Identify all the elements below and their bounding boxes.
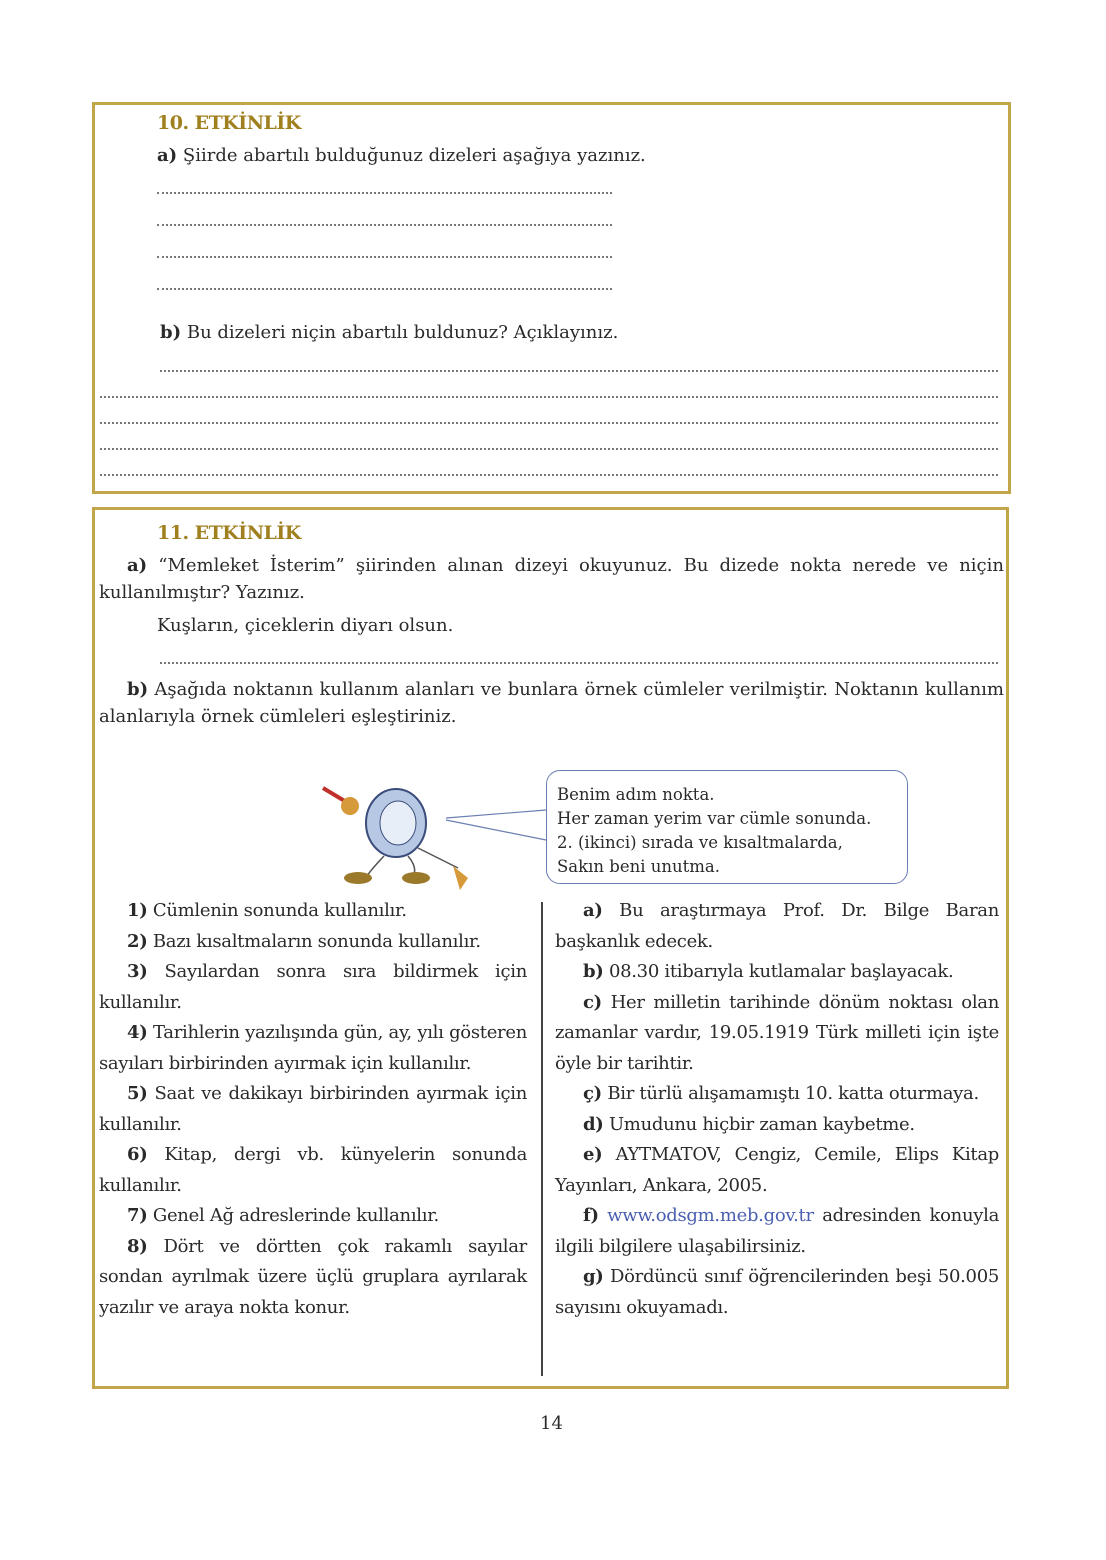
label: 7) — [127, 1205, 148, 1226]
answer-line[interactable] — [157, 192, 612, 194]
label: f) — [583, 1205, 599, 1226]
label: 2) — [127, 930, 148, 952]
activity-10-title: 10. ETKİNLİK — [157, 112, 301, 134]
label: b) — [127, 679, 149, 700]
item-text: Saat ve dakikayı birbirinden ayırmak için kullanılır. — [99, 1083, 527, 1135]
label: 8) — [127, 1235, 148, 1257]
activity-10-question-a — [157, 144, 646, 168]
activity-11-title: 11. ETKİNLİK — [157, 522, 301, 544]
answer-line[interactable] — [100, 448, 998, 450]
item-text: Tarihlerin yazılışında gün, ay, yılı gösteren sayıları birbirinden ayırmak için kullanılır. — [99, 1022, 527, 1074]
answer-line[interactable] — [160, 370, 998, 372]
label: e) — [583, 1144, 603, 1165]
label: 1) — [127, 900, 148, 921]
answer-line[interactable] — [160, 662, 998, 664]
example-item — [555, 1201, 999, 1262]
usage-item — [99, 896, 527, 927]
item-text: Bazı kısaltmaların sonunda kullanılır. — [152, 930, 481, 952]
label: b) — [160, 322, 182, 343]
example-item — [555, 1079, 999, 1110]
activity-11-question-b — [99, 676, 1004, 730]
usage-item — [99, 1018, 527, 1079]
usage-item — [99, 1201, 527, 1232]
question-text: Bu dizeleri niçin abartılı buldunuz? Açıklayınız. — [186, 322, 619, 343]
usage-item — [99, 927, 527, 958]
bubble-line: 2. (ikinci) sırada ve kısaltmalarda, — [557, 833, 843, 852]
label: a) — [583, 900, 603, 921]
bubble-line: Sakın beni unutma. — [557, 857, 721, 876]
activity-11-question-a — [99, 552, 1004, 606]
item-text: Kitap, dergi vb. künyelerin sonunda kullanılır. — [99, 1144, 528, 1196]
label: d) — [583, 1113, 604, 1135]
label: c) — [583, 991, 602, 1013]
item-text: Dördüncü sınıf öğrencilerinden beşi 50.005 sayısını okuyamadı. — [555, 1266, 999, 1318]
speech-bubble — [546, 770, 908, 884]
item-text: Her milletin tarihinde dönüm noktası olan zamanlar vardır, 19.05.1919 Türk milleti için işte öyle bir tarihtir. — [555, 991, 1000, 1074]
label: 5) — [127, 1083, 148, 1104]
answer-line[interactable] — [157, 288, 612, 290]
page-number: 14 — [540, 1413, 563, 1434]
label: b) — [583, 961, 604, 982]
label: 6) — [127, 1144, 148, 1165]
example-item — [555, 896, 999, 957]
item-text: Cümlenin sonunda kullanılır. — [152, 900, 407, 921]
verse: Kuşların, çiceklerin diyarı olsun. — [157, 615, 454, 636]
label: 3) — [127, 961, 148, 982]
bubble-line: Her zaman yerim var cümle sonunda. — [557, 809, 872, 828]
usage-list — [99, 896, 527, 1323]
example-item — [555, 1262, 999, 1323]
label: 4) — [127, 1022, 148, 1043]
bubble-line: Benim adım nokta. — [557, 785, 715, 804]
label: a) — [157, 145, 178, 166]
website-link[interactable]: www.odsgm.meb.gov.tr — [607, 1205, 814, 1226]
answer-line[interactable] — [157, 256, 612, 258]
item-text: Genel Ağ adreslerinde kullanılır. — [152, 1205, 439, 1226]
item-text: Umudunu hiçbir zaman kaybetme. — [608, 1113, 915, 1135]
usage-item — [99, 1140, 527, 1201]
example-sentences-list — [555, 896, 999, 1323]
item-text: 08.30 itibarıyla kutlamalar başlayacak. — [608, 961, 954, 982]
example-item — [555, 957, 999, 988]
question-text: “Memleket İsterim” şiirinden alınan dizeyi okuyunuz. Bu dizede nokta nerede ve niçin kullanılmıştır? Yazınız. — [99, 555, 1004, 603]
label: ç) — [583, 1083, 602, 1104]
answer-line[interactable] — [100, 396, 998, 398]
item-text: Sayılardan sonra sıra bildirmek için kullanılır. — [99, 961, 527, 1013]
answer-line[interactable] — [157, 224, 612, 226]
example-item — [555, 988, 999, 1080]
question-text: Şiirde abartılı bulduğunuz dizeleri aşağıya yazınız. — [182, 145, 646, 166]
item-text: Bu araştırmaya Prof. Dr. Bilge Baran başkanlık edecek. — [555, 900, 1000, 952]
answer-line[interactable] — [100, 422, 998, 424]
column-divider — [541, 902, 543, 1376]
answer-line[interactable] — [100, 474, 998, 476]
usage-item — [99, 1079, 527, 1140]
dot-character-illustration — [318, 768, 548, 893]
label: a) — [127, 555, 148, 576]
item-text: adresinden konuyla ilgili bilgilere ulaşabilirsiniz. — [555, 1205, 1000, 1257]
usage-item — [99, 957, 527, 1018]
example-item — [555, 1140, 999, 1201]
item-text: Bir türlü alışamamıştı 10. katta oturmaya. — [607, 1083, 979, 1104]
example-item — [555, 1110, 999, 1141]
label: g) — [583, 1266, 604, 1287]
item-text: AYTMATOV, Cengiz, Cemile, Elips Kitap Yayınları, Ankara, 2005. — [555, 1144, 999, 1196]
activity-10-question-b — [160, 321, 618, 345]
question-text: Aşağıda noktanın kullanım alanları ve bunlara örnek cümleler verilmiştir. Noktanın kullanım alanlarıyla örnek cümleleri eşleştiriniz. — [99, 679, 1004, 727]
usage-item — [99, 1232, 527, 1324]
item-text: Dört ve dörtten çok rakamlı sayılar sondan ayrılmak üzere üçlü gruplara ayrılarak yazılır ve araya nokta konur. — [99, 1235, 527, 1318]
